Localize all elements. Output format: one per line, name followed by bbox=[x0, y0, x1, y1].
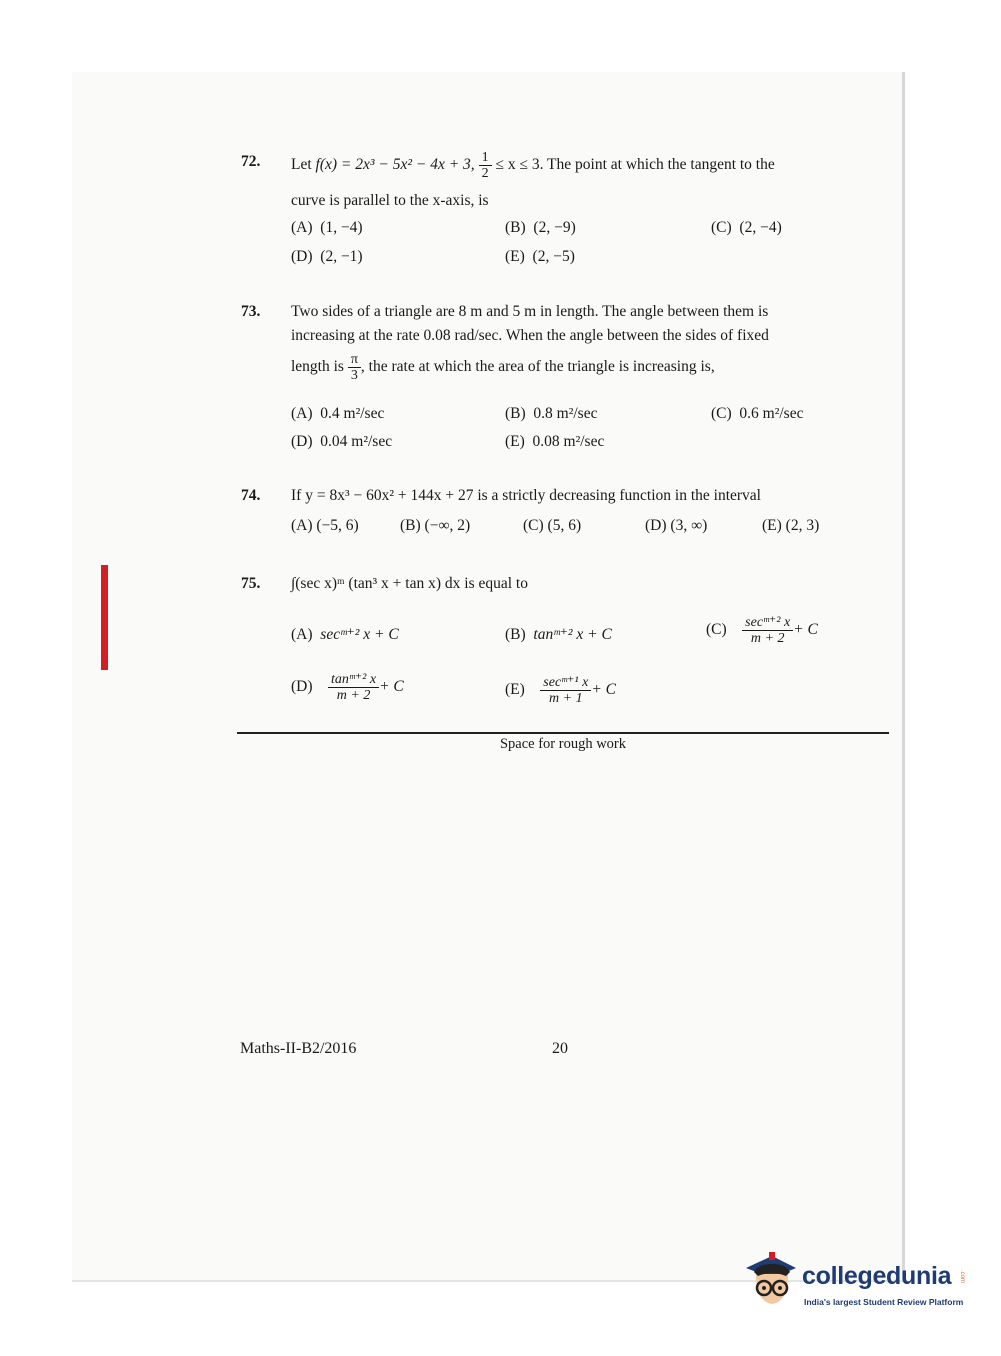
question-number: 74. bbox=[241, 487, 261, 504]
option-value: (−∞, 2) bbox=[424, 517, 471, 534]
question-number: 75. bbox=[241, 575, 261, 592]
option-label: (E) bbox=[505, 248, 525, 265]
divider-rule bbox=[237, 732, 889, 734]
option-a bbox=[291, 517, 359, 535]
option-label: (E) bbox=[505, 681, 525, 699]
denominator: 3 bbox=[350, 368, 358, 383]
text-line: Two sides of a triangle are 8 m and 5 m in length. The angle between them is bbox=[291, 303, 769, 320]
option-c bbox=[711, 405, 803, 423]
option-value: 0.08 m²/sec bbox=[532, 433, 605, 450]
graduate-mascot-icon bbox=[742, 1250, 800, 1312]
question-text: If y = 8x³ − 60x² + 144x + 27 is a strictly decreasing function in the interval bbox=[291, 487, 761, 504]
option-label: (D) bbox=[291, 248, 313, 265]
option-label: (B) bbox=[505, 405, 526, 422]
option-label: (C) bbox=[711, 219, 732, 236]
text: ≤ x ≤ 3. The point at which the tangent to the bbox=[495, 156, 775, 174]
option-a bbox=[291, 219, 363, 237]
option-value: (2, −4) bbox=[739, 219, 782, 236]
denominator: m + 2 bbox=[336, 688, 371, 703]
fraction bbox=[479, 150, 492, 181]
text: , the rate at which the area of the triangle is increasing is, bbox=[360, 358, 715, 376]
numerator: secᵐ⁺² x bbox=[742, 615, 793, 631]
option-value: (2, −9) bbox=[533, 219, 576, 236]
option-e bbox=[505, 433, 604, 451]
option-label: (A) bbox=[291, 626, 313, 643]
option-label: (C) bbox=[523, 517, 544, 534]
fraction bbox=[540, 675, 591, 706]
option-label: (E) bbox=[505, 433, 525, 450]
option-label: (E) bbox=[762, 517, 782, 534]
numerator: tanᵐ⁺² x bbox=[328, 672, 379, 688]
function-expression: f(x) = 2x³ − 5x² − 4x + 3, bbox=[315, 156, 475, 174]
option-value: tanᵐ⁺² x + C bbox=[533, 626, 612, 643]
numerator: 1 bbox=[479, 150, 492, 166]
option-label: (B) bbox=[505, 626, 526, 643]
option-tail: + C bbox=[793, 621, 818, 639]
question-text-line bbox=[291, 352, 715, 383]
option-label: (A) bbox=[291, 517, 313, 534]
option-c bbox=[711, 219, 782, 237]
option-b bbox=[505, 405, 597, 423]
option-a bbox=[291, 625, 399, 644]
question-number: 72. bbox=[241, 153, 261, 170]
option-b bbox=[400, 517, 470, 535]
option-label: (D) bbox=[645, 517, 667, 534]
option-c bbox=[706, 615, 818, 646]
option-d bbox=[645, 517, 707, 535]
option-value: (2, −5) bbox=[532, 248, 575, 265]
option-b bbox=[505, 219, 576, 237]
option-d bbox=[291, 672, 404, 703]
option-value: (1, −4) bbox=[320, 219, 363, 236]
option-e bbox=[505, 248, 575, 266]
exam-page bbox=[72, 72, 905, 1282]
denominator: m + 1 bbox=[549, 691, 583, 706]
option-c bbox=[523, 517, 581, 535]
denominator: 2 bbox=[481, 166, 489, 181]
option-b bbox=[505, 625, 612, 644]
option-value: (2, −1) bbox=[320, 248, 363, 265]
question-text bbox=[291, 150, 891, 181]
denominator: m + 2 bbox=[750, 631, 785, 646]
option-d bbox=[291, 248, 363, 266]
text-line: increasing at the rate 0.08 rad/sec. When the angle between the sides of fixed bbox=[291, 327, 769, 344]
logo-wordmark: collegedunia bbox=[802, 1262, 952, 1290]
option-label: (C) bbox=[711, 405, 732, 422]
fraction bbox=[742, 615, 793, 646]
option-value: (−5, 6) bbox=[316, 517, 359, 534]
option-label: (B) bbox=[505, 219, 526, 236]
option-value: (3, ∞) bbox=[670, 517, 708, 534]
fraction bbox=[328, 672, 379, 703]
paper-code: Maths-II-B2/2016 bbox=[240, 1040, 357, 1057]
page-number: 20 bbox=[552, 1040, 568, 1057]
question-text-line: curve is parallel to the x-axis, is bbox=[291, 192, 489, 209]
text: Let bbox=[291, 156, 312, 174]
rough-work-label: Space for rough work bbox=[499, 736, 627, 752]
option-d bbox=[291, 433, 392, 451]
option-value: (2, 3) bbox=[785, 517, 820, 534]
fraction bbox=[348, 352, 361, 383]
option-a bbox=[291, 405, 384, 423]
option-label: (D) bbox=[291, 678, 313, 696]
option-value: secᵐ⁺² x + C bbox=[320, 626, 399, 643]
option-value: 0.8 m²/sec bbox=[533, 405, 598, 422]
numerator: secᵐ⁺¹ x bbox=[540, 675, 591, 691]
option-value: 0.4 m²/sec bbox=[320, 405, 385, 422]
option-value: 0.04 m²/sec bbox=[320, 433, 393, 450]
collegedunia-logo bbox=[742, 1248, 972, 1318]
option-tail: + C bbox=[591, 681, 616, 699]
option-label: (B) bbox=[400, 517, 421, 534]
red-edge-mark bbox=[101, 565, 108, 670]
option-label: (D) bbox=[291, 433, 313, 450]
question-text bbox=[291, 300, 887, 348]
text: length is bbox=[291, 358, 344, 376]
option-label: (A) bbox=[291, 405, 313, 422]
option-e bbox=[505, 675, 616, 706]
option-tail: + C bbox=[379, 678, 404, 696]
question-number: 73. bbox=[241, 303, 261, 320]
option-value: 0.6 m²/sec bbox=[739, 405, 804, 422]
logo-tagline: India's largest Student Review Platform bbox=[804, 1297, 964, 1307]
logo-suffix: .com bbox=[959, 1270, 965, 1284]
option-label: (A) bbox=[291, 219, 313, 236]
option-value: (5, 6) bbox=[547, 517, 582, 534]
question-text: ∫(sec x)ᵐ (tan³ x + tan x) dx is equal to bbox=[291, 575, 528, 592]
option-label: (C) bbox=[706, 621, 727, 639]
option-e bbox=[762, 517, 819, 535]
numerator: π bbox=[348, 352, 361, 368]
